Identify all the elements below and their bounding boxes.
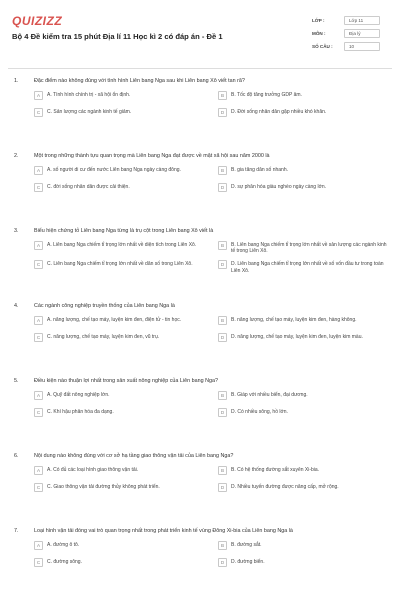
answer-option-d[interactable]	[218, 260, 388, 273]
question-head	[14, 303, 388, 310]
question-number: 1.	[14, 78, 19, 84]
answer-option-b[interactable]	[218, 391, 388, 402]
answer-option-b[interactable]	[218, 316, 388, 327]
answer-letter-box: B	[218, 91, 227, 100]
question-text: Nội dung nào không đúng với cơ sở hạ tầng giao thông vận tải của Liên bang Nga?	[34, 453, 234, 459]
question-text: Biểu hiện chứng tỏ Liên bang Nga từng là trụ cột trong Liên bang Xô viết là	[34, 228, 214, 234]
answer-letter-box: A	[34, 391, 43, 400]
answer-letter-box: D	[218, 333, 227, 342]
answer-option-c[interactable]	[34, 260, 204, 273]
question-list	[14, 78, 388, 600]
answer-option-d[interactable]	[218, 108, 388, 119]
answer-text: C. đời sống nhân dân được cải thiện.	[47, 184, 130, 190]
question-number: 3.	[14, 228, 19, 234]
answer-option-d[interactable]	[218, 183, 388, 194]
answer-option-c[interactable]	[34, 333, 204, 344]
answer-text: C. năng lượng, chế tạo máy, luyện kim đen, vũ trụ.	[47, 334, 160, 340]
answer-letter-box: D	[218, 183, 227, 192]
meta-row-class	[312, 14, 380, 27]
answer-text: A. Có đủ các loại hình giao thông vận tải.	[47, 467, 139, 473]
answer-option-a[interactable]	[34, 391, 204, 402]
answer-option-b[interactable]	[218, 466, 388, 477]
answer-option-a[interactable]	[34, 466, 204, 477]
answer-letter-box: B	[218, 391, 227, 400]
answer-text: D. sự phân hóa giàu nghèo ngày càng lớn.	[231, 184, 327, 190]
meta-row-question-count	[312, 40, 380, 53]
answer-letter-box: C	[34, 558, 43, 567]
meta-key: SỐ CÂU :	[312, 44, 333, 49]
answer-text: C. Sản lượng các ngành kinh tế giảm.	[47, 109, 132, 115]
answer-letter-box: C	[34, 260, 43, 269]
answer-text: C. Khí hậu phân hóa đa dạng.	[47, 409, 114, 415]
answer-letter-box: A	[34, 466, 43, 475]
answer-text: C. Liên bang Nga chiếm tỉ trọng lớn nhất về dân số trong Liên Xô.	[47, 261, 193, 268]
answer-option-a[interactable]	[34, 541, 204, 552]
answer-text: A. Tình hình chính trị - xã hội ổn định.	[47, 92, 131, 98]
answer-text: B. năng lượng, chế tạo máy, luyện kim đen, hàng không.	[231, 317, 357, 323]
meta-value: 10	[344, 42, 380, 51]
question-number: 5.	[14, 378, 19, 384]
answer-option-d[interactable]	[218, 333, 388, 344]
meta-key: LỚP :	[312, 18, 325, 23]
question-head	[14, 153, 388, 160]
answer-option-c[interactable]	[34, 558, 204, 569]
answer-option-d[interactable]	[218, 558, 388, 569]
meta-value: Địa lý	[344, 29, 380, 38]
answer-text: D. đường biển.	[231, 559, 265, 565]
answer-option-a[interactable]	[34, 166, 204, 177]
answer-text: C. Giao thông vận tải đường thủy không phát triển.	[47, 484, 160, 490]
answer-letter-box: C	[34, 333, 43, 342]
question-text: Điều kiện nào thuận lợi nhất trong sản xuất nông nghiệp của Liên bang Nga?	[34, 378, 218, 384]
header-divider	[8, 68, 392, 69]
answer-option-b[interactable]	[218, 241, 388, 254]
question-number: 7.	[14, 528, 19, 534]
question-1	[14, 78, 388, 153]
question-head	[14, 228, 388, 235]
answer-letter-box: B	[218, 541, 227, 550]
answer-option-c[interactable]	[34, 108, 204, 119]
answer-letter-box: B	[218, 241, 227, 250]
answer-text: D. năng lượng, chế tạo máy, luyện kim đen, luyện kim màu.	[231, 334, 363, 340]
answer-option-a[interactable]	[34, 91, 204, 102]
answer-text: A. đường ô tô.	[47, 542, 80, 548]
meta-key: MÔN :	[312, 31, 326, 36]
answer-text: B. đường sắt.	[231, 542, 262, 548]
answer-grid	[34, 391, 388, 419]
answer-grid	[34, 241, 388, 274]
answer-text: B. Có hệ thống đường sắt xuyên Xi-bia.	[231, 467, 320, 473]
question-2	[14, 153, 388, 228]
answer-text: B. gia tăng dân số nhanh.	[231, 167, 288, 173]
answer-option-c[interactable]	[34, 408, 204, 419]
answer-text: A. năng lượng, chế tạo máy, luyện kim đen, điện tử - tin học.	[47, 317, 182, 323]
answer-letter-box: D	[218, 408, 227, 417]
answer-option-d[interactable]	[218, 408, 388, 419]
answer-option-c[interactable]	[34, 483, 204, 494]
question-number: 4.	[14, 303, 19, 309]
answer-letter-box: A	[34, 166, 43, 175]
answer-letter-box: C	[34, 108, 43, 117]
answer-grid	[34, 91, 388, 119]
answer-letter-box: C	[34, 183, 43, 192]
answer-letter-box: B	[218, 166, 227, 175]
answer-text: D. Nhiều tuyến đường được nâng cấp, mở rộng.	[231, 484, 339, 490]
question-6	[14, 453, 388, 528]
answer-letter-box: C	[34, 408, 43, 417]
answer-letter-box: D	[218, 108, 227, 117]
answer-option-b[interactable]	[218, 91, 388, 102]
quizizz-logo: QUIZIZZ	[12, 14, 63, 28]
answer-letter-box: B	[218, 466, 227, 475]
question-head	[14, 528, 388, 535]
answer-text: B. Tốc độ tăng trưởng GDP âm.	[231, 92, 302, 98]
question-number: 2.	[14, 153, 19, 159]
answer-grid	[34, 541, 388, 569]
document-title: Bộ 4 Đề kiểm tra 15 phút Địa lí 11 Học kì 2 có đáp án - Đề 1	[12, 32, 223, 41]
meta-value: Lớp 11	[344, 16, 380, 25]
answer-letter-box: D	[218, 260, 227, 269]
answer-option-a[interactable]	[34, 241, 204, 254]
answer-letter-box: C	[34, 483, 43, 492]
answer-option-b[interactable]	[218, 166, 388, 177]
question-text: Các ngành công nghiệp truyền thống của Liên bang Nga là	[34, 303, 175, 309]
answer-option-c[interactable]	[34, 183, 204, 194]
answer-option-b[interactable]	[218, 541, 388, 552]
question-5	[14, 378, 388, 453]
answer-text: A. Liên bang Nga chiếm tỉ trọng lớn nhất về diện tích trong Liên Xô.	[47, 242, 197, 248]
answer-letter-box: A	[34, 541, 43, 550]
answer-letter-box: A	[34, 241, 43, 250]
question-7	[14, 528, 388, 600]
question-head	[14, 378, 388, 385]
answer-grid	[34, 466, 388, 494]
question-head	[14, 78, 388, 85]
meta-panel	[312, 14, 380, 53]
answer-text: B. Giáp với nhiều biển, đại dương.	[231, 392, 308, 398]
question-head	[14, 453, 388, 460]
answer-letter-box: D	[218, 483, 227, 492]
answer-text: D. Liên bang Nga chiếm tỉ trọng lớn nhất về số vốn đầu tư trong toàn Liên Xô.	[231, 261, 384, 274]
answer-letter-box: D	[218, 558, 227, 567]
answer-text: C. đường sông.	[47, 559, 82, 565]
answer-option-a[interactable]	[34, 316, 204, 327]
answer-text: A. Quỹ đất nông nghiệp lớn.	[47, 392, 110, 398]
question-4	[14, 303, 388, 378]
answer-letter-box: A	[34, 91, 43, 100]
question-number: 6.	[14, 453, 19, 459]
answer-grid	[34, 166, 388, 194]
answer-text: D. Có nhiều sông, hồ lớn.	[231, 409, 288, 415]
question-3	[14, 228, 388, 303]
question-text: Một trong những thành tựu quan trọng mà Liên bang Nga đạt được về mặt xã hội sau năm 2000 là	[34, 153, 270, 159]
meta-row-subject	[312, 27, 380, 40]
answer-grid	[34, 316, 388, 344]
answer-text: A. số người di cư đến nước Liên bang Nga ngày càng đông.	[47, 167, 181, 173]
answer-letter-box: A	[34, 316, 43, 325]
answer-text: D. Đời sống nhân dân gặp nhiều khó khăn.	[231, 109, 327, 115]
worksheet-header	[12, 14, 388, 74]
answer-letter-box: B	[218, 316, 227, 325]
question-text: Loại hình vận tải đóng vai trò quan trọng nhất trong phát triển kinh tế vùng Đông Xi-bia của Liên bang Nga là	[34, 528, 293, 534]
answer-option-d[interactable]	[218, 483, 388, 494]
answer-text: B. Liên bang Nga chiếm tỉ trọng lớn nhất về sản lượng các ngành kinh tế trong Liên Xô.	[231, 242, 387, 255]
question-text: Đặc điểm nào không đúng với tình hình Liên bang Nga sau khi Liên bang Xô viết tan rã?	[34, 78, 245, 84]
